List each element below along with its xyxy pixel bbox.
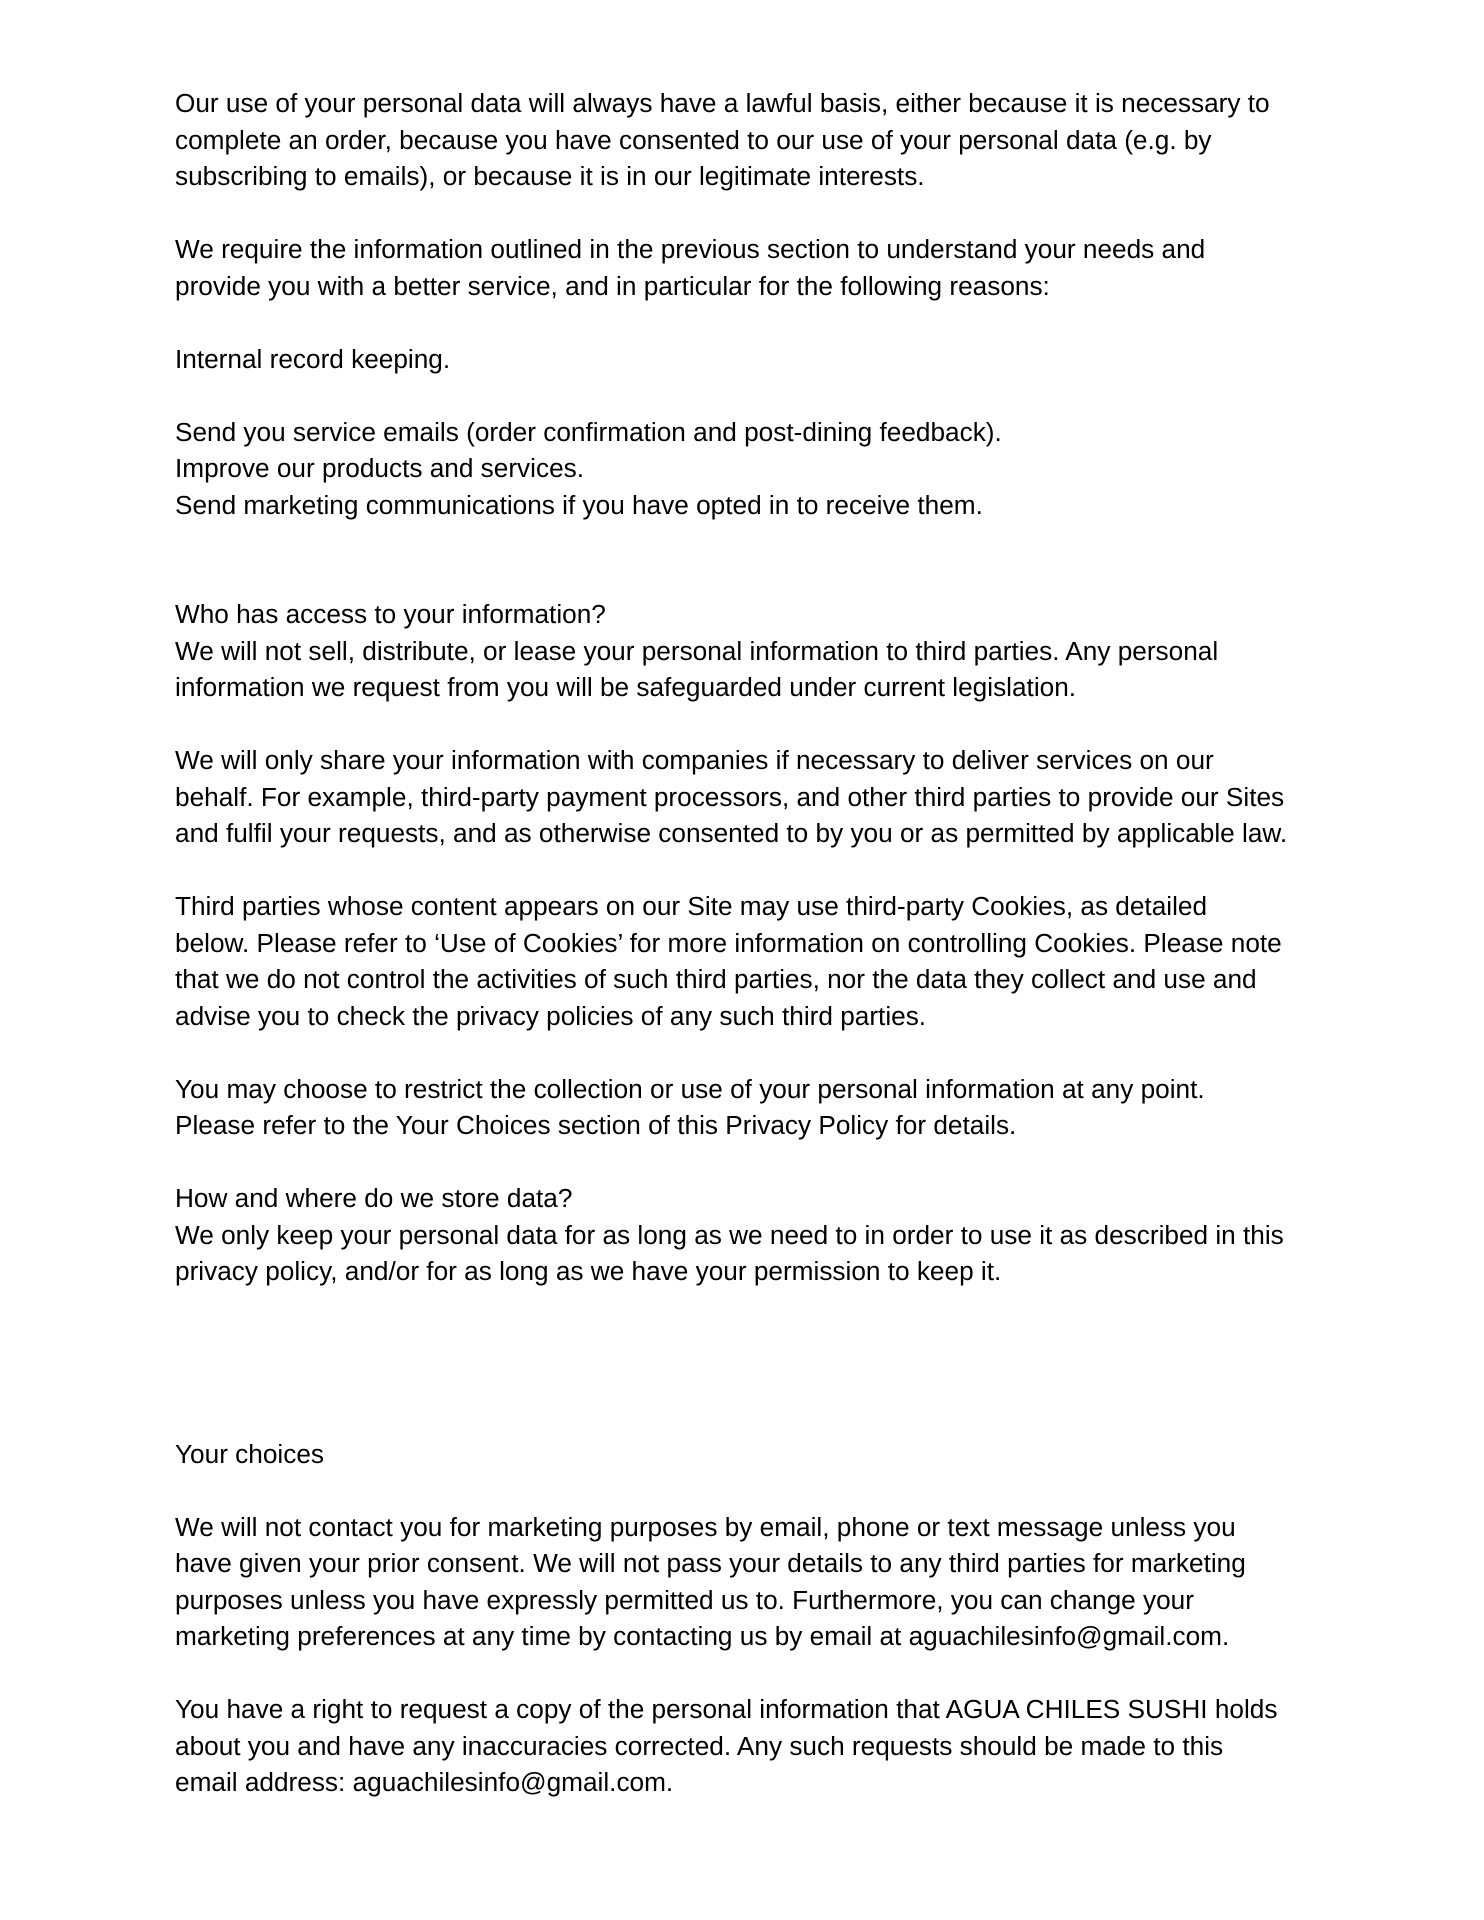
list-item: Improve our products and services. [175, 453, 585, 483]
paragraph-line: about you and have any inaccuracies corrected. Any such requests should be made to this [175, 1730, 1224, 1761]
paragraph-line: We require the information outlined in the previous section to understand your needs and [175, 234, 1206, 264]
paragraph-line: subscribing to emails), or because it is in our legitimate interests. [175, 161, 925, 191]
paragraph-storage-1 [175, 1217, 1335, 1290]
section-heading-access: Who has access to your information? [175, 599, 606, 629]
paragraph-line: below. Please refer to ‘Use of Cookies’ for more information on controlling Cookies. Please note [175, 927, 1282, 958]
paragraph-reasons-intro [175, 231, 1335, 304]
paragraph-choices-2 [175, 1691, 1335, 1801]
paragraph-line: Please refer to the Your Choices section of this Privacy Policy for details. [175, 1110, 1017, 1140]
paragraph-access-1 [175, 633, 1335, 706]
paragraph-line: complete an order, because you have consented to our use of your personal data (e.g. by [175, 124, 1212, 155]
document-content [175, 85, 1335, 1801]
paragraph-line: Our use of your personal data will always have a lawful basis, either because it is necessary to [175, 88, 1270, 118]
paragraph-line: You have a right to request a copy of the personal information that AGUA CHILES SUSHI holds [175, 1694, 1278, 1724]
reason-record-keeping: Internal record keeping. [175, 343, 451, 374]
paragraph-line: email address: aguachilesinfo@gmail.com. [175, 1767, 674, 1797]
paragraph-line: that we do not control the activities of such third parties, nor the data they collect and use and [175, 964, 1257, 994]
paragraph-line: You may choose to restrict the collection or use of your personal information at any point. [175, 1073, 1205, 1104]
paragraph-line: provide you with a better service, and in particular for the following reasons: [175, 270, 1050, 301]
section-heading-choices: Your choices [175, 1438, 324, 1469]
paragraph-line: We will not contact you for marketing purposes by email, phone or text message unless you [175, 1511, 1236, 1542]
list-item: Send marketing communications if you have opted in to receive them. [175, 489, 983, 520]
paragraph-line: purposes unless you have expressly permitted us to. Furthermore, you can change your [175, 1584, 1194, 1615]
paragraph-line: We only keep your personal data for as long as we need to in order to use it as described in this [175, 1219, 1284, 1250]
paragraph-choices-1 [175, 1509, 1335, 1655]
paragraph-line: Third parties whose content appears on our Site may use third-party Cookies, as detailed [175, 891, 1208, 921]
paragraph-access-3 [175, 888, 1335, 1034]
paragraph-access-4 [175, 1071, 1335, 1144]
section-heading-storage: How and where do we store data? [175, 1183, 573, 1213]
list-item: Send you service emails (order confirmation and post-dining feedback). [175, 416, 1002, 447]
reasons-list [175, 414, 1335, 524]
paragraph-line: and fulfil your requests, and as otherwise consented to by you or as permitted by applicable law. [175, 818, 1288, 848]
paragraph-line: We will only share your information with companies if necessary to deliver services on our [175, 745, 1214, 775]
paragraph-line: behalf. For example, third-party payment processors, and other third parties to provide our Sites [175, 781, 1285, 812]
paragraph-line: privacy policy, and/or for as long as we have your permission to keep it. [175, 1256, 1002, 1286]
paragraph-lawful-basis [175, 85, 1335, 195]
paragraph-line: advise you to check the privacy policies of any such third parties. [175, 1000, 927, 1031]
paragraph-line: have given your prior consent. We will not pass your details to any third parties for marketing [175, 1548, 1246, 1578]
paragraph-line: marketing preferences at any time by contacting us by email at aguachilesinfo@gmail.com. [175, 1621, 1230, 1651]
paragraph-access-2 [175, 742, 1335, 852]
paragraph-line: information we request from you will be safeguarded under current legislation. [175, 672, 1077, 702]
paragraph-line: We will not sell, distribute, or lease your personal information to third parties. Any personal [175, 635, 1219, 666]
